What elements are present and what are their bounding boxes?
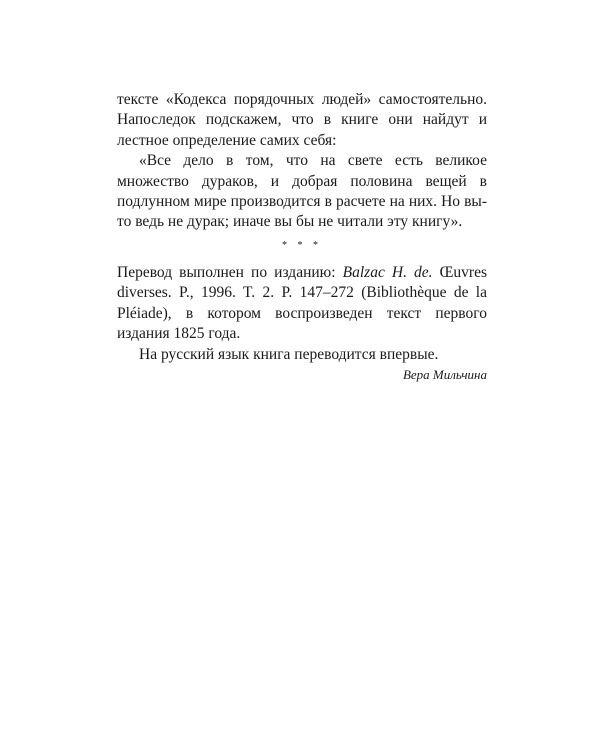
source-text-block [117, 263, 487, 365]
source-details: Œuvres diverses. P., 1996. T. 2. P. 147–272 (Bibliothèque de la Pléiade), в котором воспроизведен текст первого издания 1825 года. [117, 264, 487, 343]
source-prefix: Перевод выполнен по изданию: [117, 264, 343, 281]
intro-paragraph: тексте «Кодекса порядочных людей» самостоятельно. Напоследок подскажем, что в книге они найдут и лестное определение самих себя: [117, 91, 487, 149]
section-separator: * * * [282, 240, 322, 251]
intro-text-block [117, 90, 487, 233]
source-paragraph [117, 263, 487, 345]
translation-note: На русский язык книга переводится впервые. [139, 345, 439, 363]
quote-paragraph: «Все дело в том, что на свете есть великое множество дураков, и добрая половина вещей в подлунном мире производится в расчете на них. Но вы-то ведь не дурак; иначе вы бы не читали эту книгу». [117, 152, 487, 231]
translator-signature: Вера Мильчина [402, 367, 487, 382]
source-author: Balzac H. de. [342, 264, 433, 281]
